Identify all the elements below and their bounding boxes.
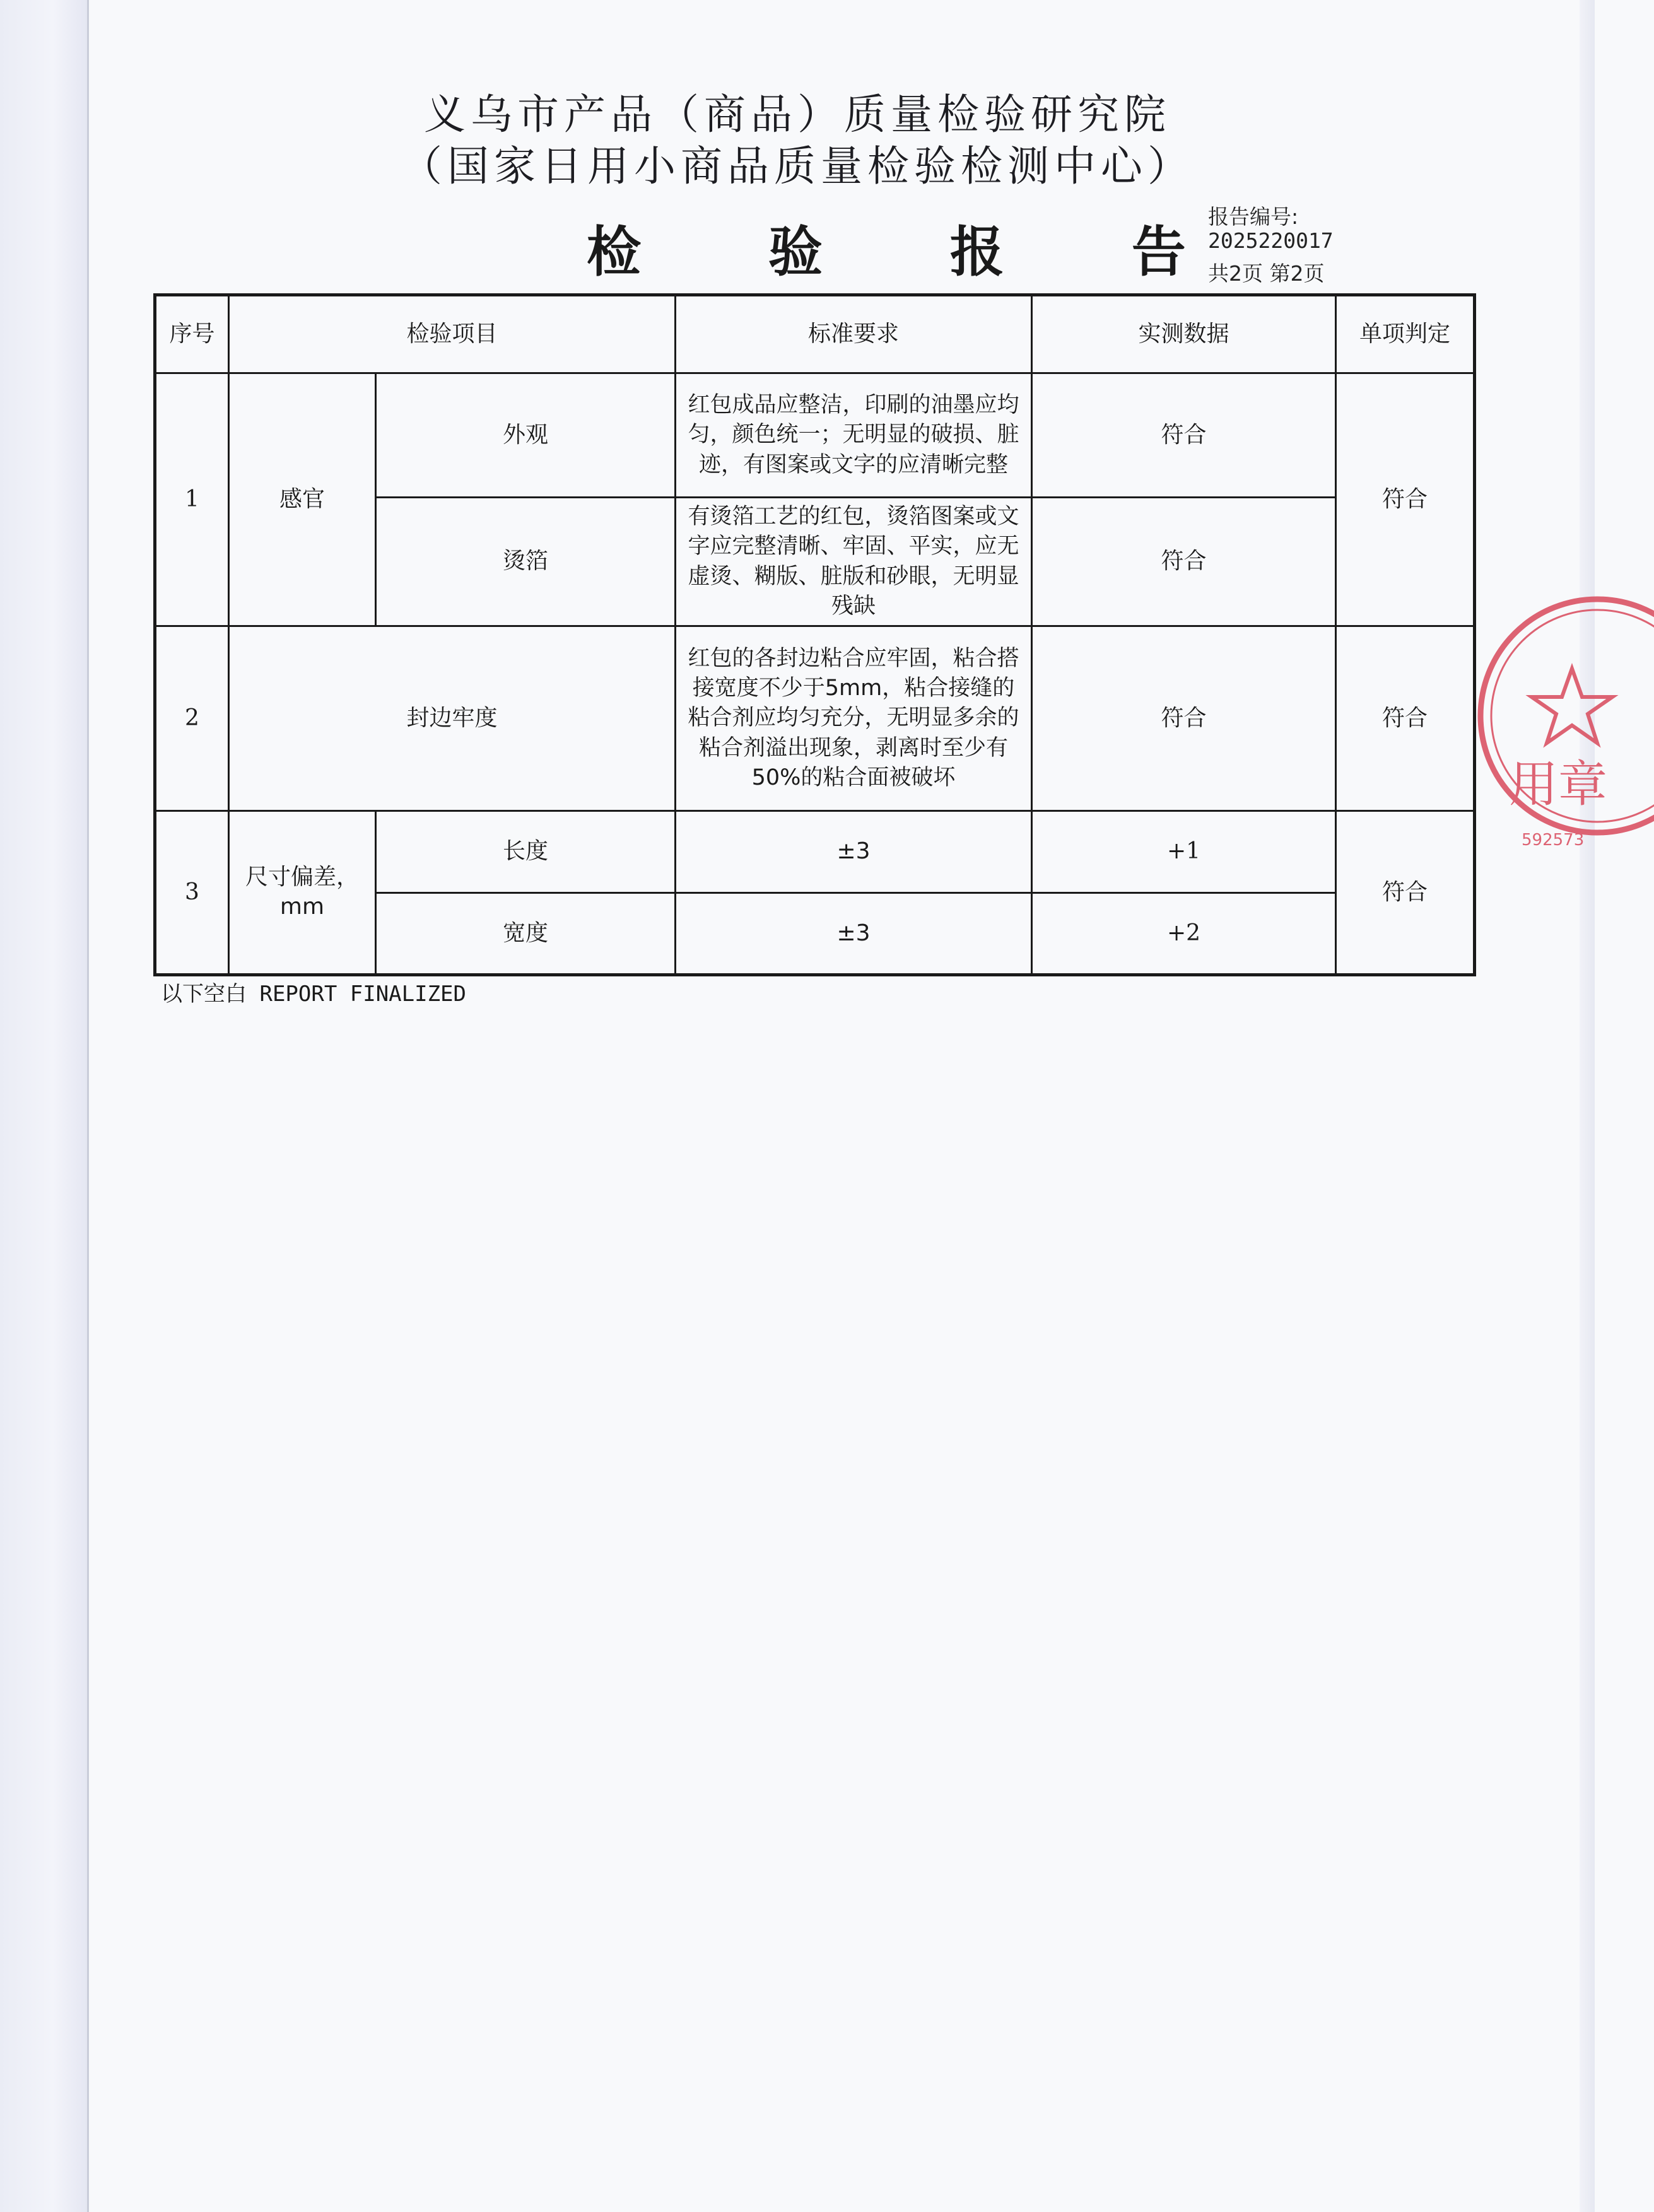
row-seq: 3	[155, 811, 229, 975]
institute-name: 义乌市产品（商品）质量检验研究院	[424, 90, 1171, 139]
table-row	[155, 373, 1475, 498]
header-verdict: 单项判定	[1336, 295, 1475, 373]
row-seq: 1	[155, 373, 229, 626]
row-measured: 符合	[1032, 626, 1336, 811]
row-subitem: 长度	[376, 811, 676, 893]
header-seq: 序号	[155, 295, 229, 373]
official-seal-stamp	[1477, 568, 1654, 864]
header-item: 检验项目	[229, 295, 676, 373]
row-measured: +1	[1032, 811, 1336, 893]
row-measured: 符合	[1032, 498, 1336, 626]
row-requirement: 红包成品应整洁，印刷的油墨应均匀，颜色统一；无明显的破损、脏迹，有图案或文字的应清晰完整	[676, 373, 1032, 498]
row-measured: +2	[1032, 893, 1336, 975]
inspection-table	[153, 293, 1476, 976]
table-row	[155, 626, 1475, 811]
row-verdict: 符合	[1336, 626, 1475, 811]
header-measured: 实测数据	[1032, 295, 1336, 373]
row-category: 尺寸偏差，mm	[229, 811, 376, 975]
row-requirement: 有烫箔工艺的红包，烫箔图案或文字应完整清晰、牢固、平实，应无虚烫、糊版、脏版和砂眼，无明显残缺	[676, 498, 1032, 626]
row-requirement: 红包的各封边粘合应牢固，粘合搭接宽度不少于5mm，粘合接缝的粘合剂应均匀充分，无明显多余的粘合剂溢出现象，剥离时至少有50%的粘合面被破坏	[676, 626, 1032, 811]
seal-code: 592573	[1522, 831, 1585, 850]
binding-fold-line	[87, 0, 89, 2212]
row-seq: 2	[155, 626, 229, 811]
row-subitem: 烫箔	[376, 498, 676, 626]
table-row	[155, 811, 1475, 893]
seal-text: 用章	[1509, 756, 1608, 813]
table-header-row	[155, 295, 1475, 373]
row-requirement: ±3	[676, 811, 1032, 893]
row-verdict: 符合	[1336, 373, 1475, 626]
row-category: 感官	[229, 373, 376, 626]
binding-edge	[0, 0, 88, 2212]
report-number-label: 报告编号:	[1208, 204, 1299, 229]
page-right-edge	[1580, 0, 1595, 2212]
row-subitem: 宽度	[376, 893, 676, 975]
page-info: 共2页 第2页	[1208, 261, 1325, 286]
header-requirement: 标准要求	[676, 295, 1032, 373]
row-measured: 符合	[1032, 373, 1336, 498]
report-title: 检 验 报 告	[587, 220, 1240, 284]
row-requirement: ±3	[676, 893, 1032, 975]
row-category: 封边牢度	[229, 626, 676, 811]
seal-star-icon	[1532, 669, 1612, 743]
institute-subtitle: （国家日用小商品质量检验检测中心）	[401, 142, 1194, 190]
row-subitem: 外观	[376, 373, 676, 498]
report-number: 2025220017	[1208, 228, 1334, 253]
row-verdict: 符合	[1336, 811, 1475, 975]
footer-note: 以下空白 REPORT FINALIZED	[161, 981, 466, 1007]
